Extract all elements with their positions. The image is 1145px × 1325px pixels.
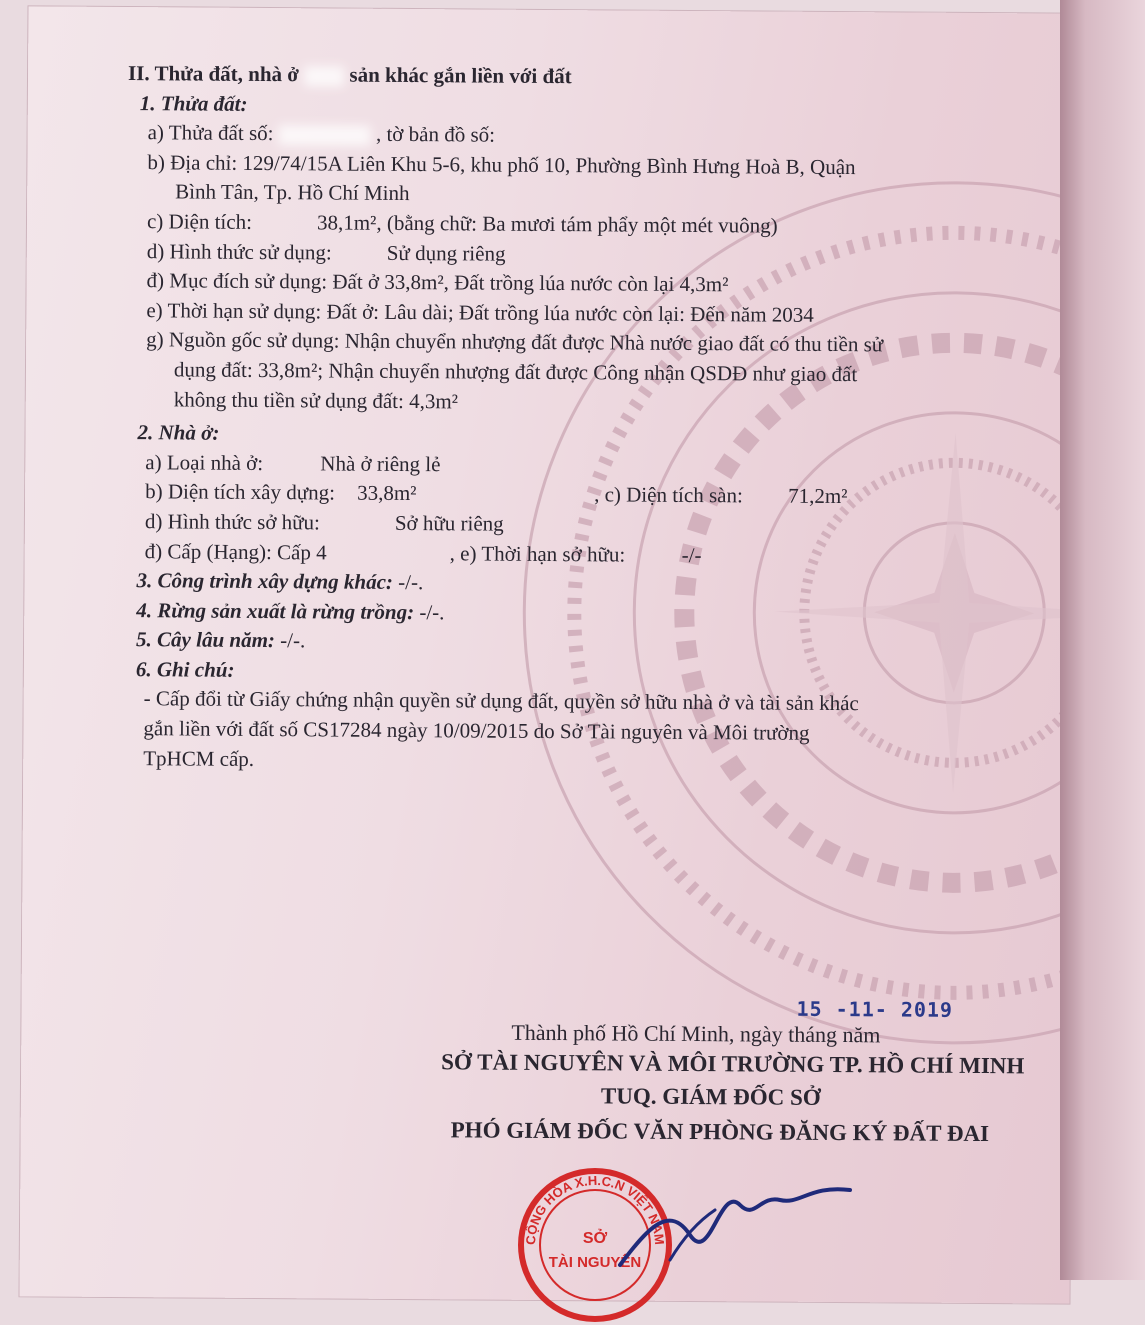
signature-block (302, 988, 1122, 1147)
certificate-body (123, 59, 1128, 780)
house-e-label: , e) Thời hạn sở hữu: (449, 540, 626, 567)
land-e: e) Thời hạn sử dụng: Đất ở: Lâu dài; Đất trồng lúa nước còn lại: Đến năm 2034 (146, 297, 814, 327)
other-structures-value: -/-. (398, 570, 424, 595)
other-structures-label: 3. Công trình xây dựng khác: (136, 568, 394, 595)
land-heading: 1. Thửa đất: (139, 90, 248, 116)
notes-line1: - Cấp đổi từ Giấy chứng nhận quyền sử dụng đất, quyền sở hữu nhà ở và tài sản khác (143, 686, 859, 716)
page-fold-edge (1060, 0, 1145, 1280)
land-a-map: , tờ bản đồ số: (375, 121, 496, 147)
house-c-value: 71,2m² (788, 483, 848, 509)
authorization-line: TUQ. GIÁM ĐỐC SỞ (600, 1083, 821, 1110)
notes-line2: gắn liền với đất số CS17284 ngày 10/09/2015 do Sở Tài nguyên và Môi trường (143, 716, 810, 745)
production-forest-label: 4. Rừng sản xuất là rừng trồng: (136, 597, 415, 624)
land-g-line1: g) Nguồn gốc sử dụng: Nhận chuyển nhượng đất được Nhà nước giao đất có thu tiền sử (146, 327, 884, 357)
land-c-label: c) Diện tích: (146, 209, 253, 234)
house-d-value: Sở hữu riêng (394, 510, 504, 536)
place-date-line: Thành phố Hồ Chí Minh, ngày tháng năm (511, 1019, 881, 1048)
land-c-value: 38,1m², (bằng chữ: Ba mươi tám phẩy một mét vuông) (316, 210, 778, 238)
house-e-value: -/- (681, 542, 702, 567)
house-a-value: Nhà ở riêng lẻ (320, 451, 441, 476)
land-g-line2: dụng đất: 33,8m²; Nhận chuyển nhượng đất được Công nhận QSDĐ như giao đất (173, 357, 858, 387)
redacted-plot-number (279, 125, 371, 146)
issuing-department: SỞ TÀI NGUYÊN VÀ MÔI TRƯỜNG TP. HỒ CHÍ MINH (441, 1049, 1025, 1079)
land-d-value: Sử dụng riêng (386, 240, 506, 266)
house-dd-label: đ) Cấp (Hạng): Cấp 4 (144, 538, 327, 564)
house-c-label: , c) Diện tích sàn: (594, 482, 743, 508)
house-d-label: d) Hình thức sở hữu: (144, 509, 321, 535)
land-dd: đ) Mục đích sử dụng: Đất ở 33,8m², Đất trồng lúa nước còn lại 4,3m² (146, 268, 729, 297)
section-title-text: II. Thửa đất, nhà ở (127, 61, 300, 87)
land-d-label: d) Hình thức sử dụng: (146, 238, 332, 265)
handwritten-signature (610, 1165, 870, 1275)
seal-center-line2: TÀI NGUYÊN (548, 1254, 642, 1271)
redaction (304, 66, 344, 86)
land-b-line2: Bình Tân, Tp. Hồ Chí Minh (175, 179, 410, 206)
perennial-trees-value: -/-. (280, 628, 306, 653)
notes-line3: TpHCM cấp. (143, 745, 255, 771)
seal-center-line1: SỞ (582, 1230, 608, 1247)
perennial-trees-label: 5. Cây lâu năm: (136, 627, 276, 653)
notes-heading: 6. Ghi chú: (135, 656, 235, 682)
seal-ring-text: CỘNG HÒA X.H.C.N VIỆT NAM (522, 1172, 668, 1246)
house-b-label: b) Diện tích xây dựng: (145, 479, 336, 505)
house-a-label: a) Loại nhà ở: (145, 449, 264, 475)
land-g-line3: không thu tiền sử dụng đất: 4,3m² (173, 386, 459, 413)
house-heading: 2. Nhà ở: (137, 420, 220, 445)
land-a-label: a) Thửa đất số: (147, 120, 274, 146)
date-stamp: 15 -11- 2019 (796, 996, 954, 1022)
house-b-value: 33,8m² (357, 480, 417, 506)
certificate-page (20, 6, 1079, 1303)
production-forest-value: -/-. (419, 599, 445, 624)
signer-title: PHÓ GIÁM ĐỐC VĂN PHÒNG ĐĂNG KÝ ĐẤT ĐAI (450, 1117, 990, 1147)
section-title-tail: sản khác gắn liền với đất (349, 62, 572, 89)
land-b-line1: b) Địa chỉ: 129/74/15A Liên Khu 5-6, khu phố 10, Phường Bình Hưng Hoà B, Quận (147, 149, 856, 179)
